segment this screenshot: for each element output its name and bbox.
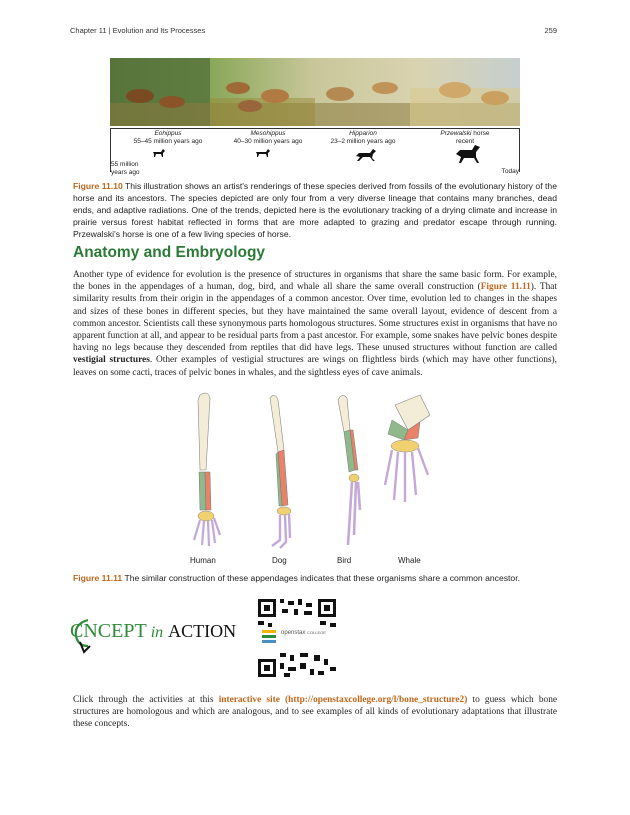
horse-timeline [110,128,520,178]
human-arm [194,393,220,546]
paragraph-text: to guess which bone structures are homologous and which are analogous, and to see examples of all kinds of evolutionary adaptations that illustrate these concepts. [73,695,558,730]
page-header [70,26,557,35]
figure-label: Figure 11.11 [73,573,123,583]
qr-openstax-text [281,630,326,636]
figure-label: Figure 11.10 [73,181,123,191]
horse-evolution-painting [110,58,520,126]
dog-leg [270,395,291,548]
paragraph-text: Click through the activities at this [73,695,219,705]
timeline-start-line1: 55 million [111,161,139,168]
qr-code-icon[interactable] [256,597,338,679]
vestigial-term: vestigial structures [73,355,150,366]
label-whale: Whale [398,556,421,565]
concept-in-action-logo [70,612,240,663]
hipparion-silhouette-icon [355,148,377,162]
logo-in: in [150,624,164,641]
qr-openstax: openstax [281,630,306,636]
species-years: 23–2 million years ago [330,138,396,145]
timeline-end: Today [501,168,519,175]
logo-text [70,620,236,643]
paragraph-text: . Other examples of vestigial structures are wings on flightless birds (which may have other functions), leaves on some cacti, traces of pelvic bones in whales, and the sightless eyes of cave animals. [73,355,557,378]
przewalski-silhouette-icon [455,144,481,164]
figure-11-10-caption [73,180,557,240]
whale-flipper [385,395,430,502]
species-name: Mesohippus [250,130,286,137]
timeline-start [111,161,140,176]
species-suffix: horse [471,130,490,137]
appendage-bones-illustration [180,390,440,570]
species-years: recent [455,138,475,145]
timeline-hipparion [313,130,413,146]
figure-11-11-caption [73,572,557,584]
logo-action: ACTION [168,621,237,641]
timeline-mesohippus [218,130,318,146]
section-heading: Anatomy and Embryology [73,244,266,261]
label-bird: Bird [337,556,352,565]
paragraph-text: ). That similarity results from their origin in the appendages of a common ancestor. Over time, evolution led to changes in the shapes and sizes of these bones in different species, but they have maintained the same overall layout, evidence of descent from a common ancestor. Scientists call these synonymous parts homologous structures. Some structures exist in organisms that have no apparent function at all, and appear to be residual parts from a past ancestor. For example, some snakes have pelvic bones despite having no legs because they descended from reptiles that did have legs. These unused structures without function are called [73,282,557,354]
label-dog: Dog [272,556,287,565]
qr-college: COLLEGE [307,630,326,635]
logo-concept: NCEPT [83,620,147,642]
species-years: 55–45 million years ago [133,138,203,145]
anatomy-paragraph [73,269,557,379]
species-name: Przewalski [440,130,472,137]
eohippus-silhouette-icon [152,148,166,158]
species-name: Eohippus [154,130,182,137]
interactive-site-link[interactable]: interactive site (http://openstaxcollege.org/l/bone_structure2) [218,695,468,705]
timeline-eohippus [118,130,218,146]
label-human: Human [190,556,216,565]
timeline-start-line2: years ago [111,168,140,176]
caption-text: This illustration shows an artist's renderings of these species derived from fossils of the evolutionary history of the horse and its ancestors. The species depicted are only four from a very diverse lineage that contains many branches, dead ends, and adaptive radiations. One of the trends, depicted here is the evolutionary tracking of a drying climate and increase in prairie versus forest habitat reflected in forms that are more adapted to grazing and predator escape through running. Przewalski's horse is one of a few living species of horse. [73,181,557,240]
species-years: 40–30 million years ago [233,138,303,145]
figure-11-11-link[interactable]: Figure 11.11 [480,282,531,293]
logo-c: C [70,620,84,642]
paragraph-text: Another type of evidence for evolution is the presence of structures in organisms that share the same basic form. For example, the bones in the appendages of a human, dog, bird, and whale all share the same overall construction ( [73,270,557,293]
species-name: Hipparion [349,130,377,137]
mesohippus-silhouette-icon [255,148,271,158]
caption-text: The similar construction of these appendages indicates that these organisms share a common ancestor. [122,573,520,583]
chapter-title: Chapter 11 | Evolution and Its Processes [70,26,206,35]
bird-wing [338,395,360,545]
page-number: 259 [544,26,557,35]
closing-paragraph [73,694,557,731]
